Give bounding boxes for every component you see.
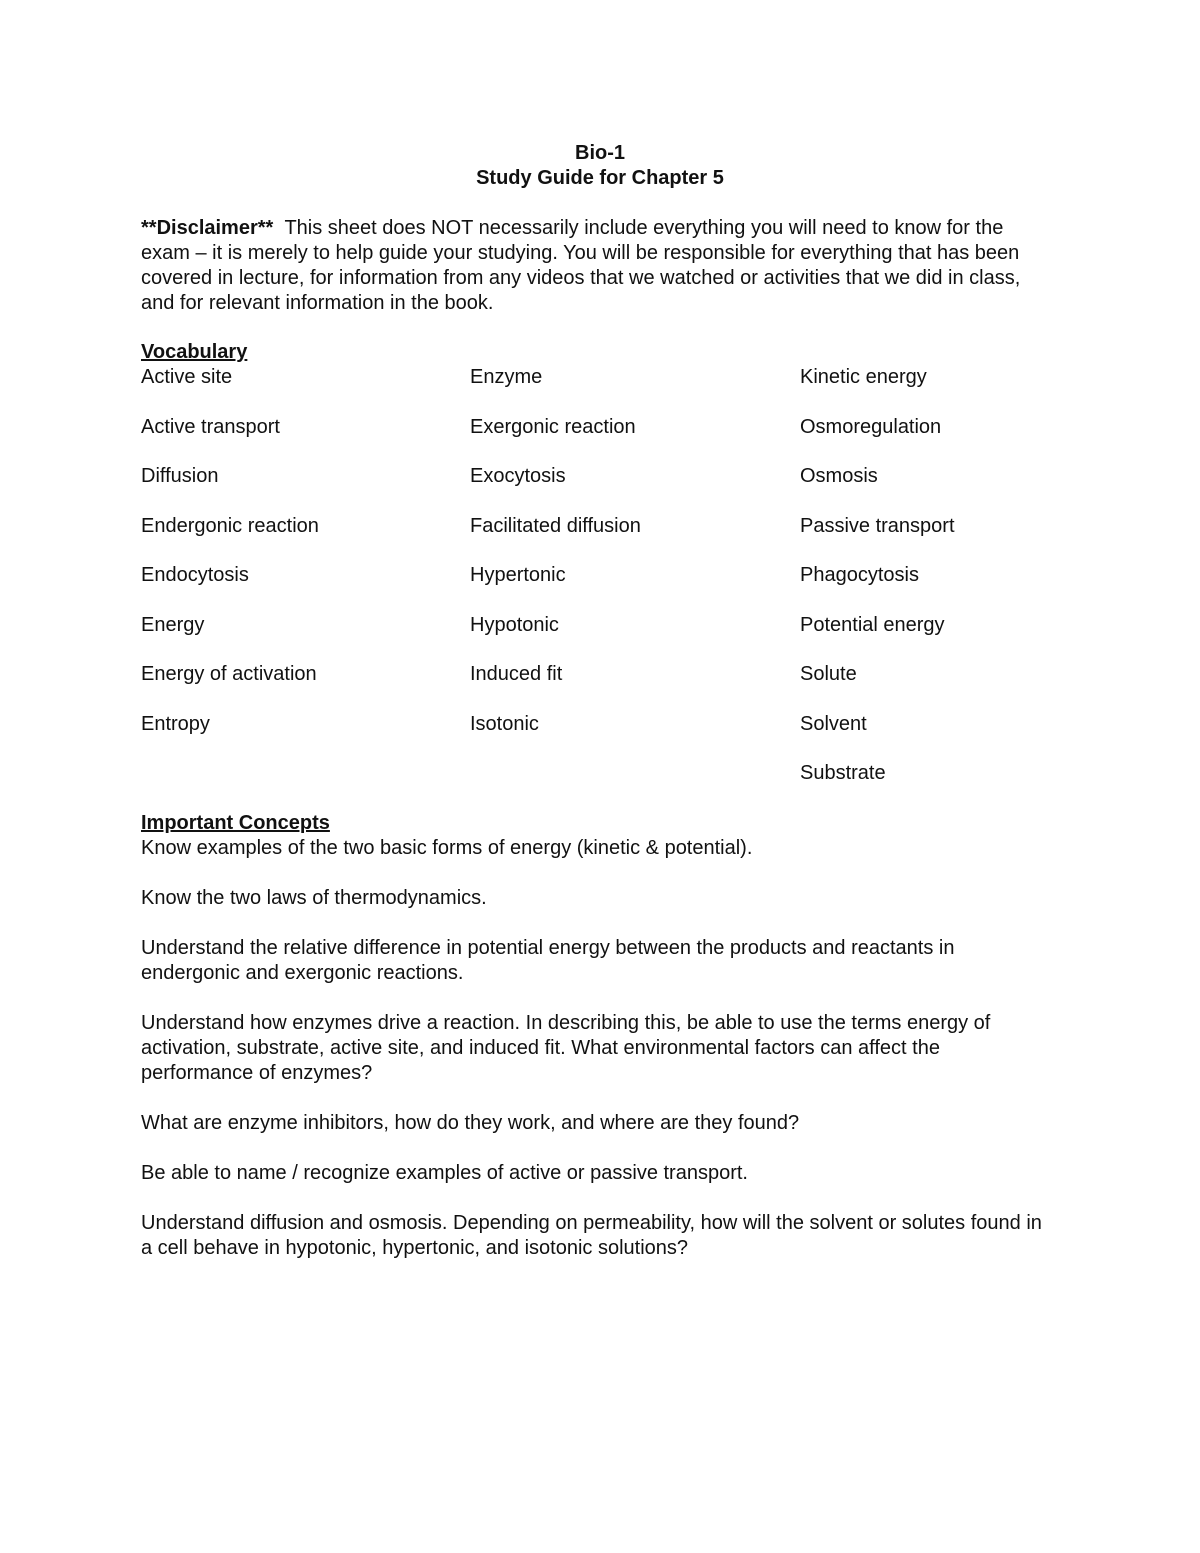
- vocab-term: Induced fit: [470, 663, 563, 685]
- vocab-term: Substrate: [800, 762, 886, 784]
- vocab-term: Hypertonic: [470, 564, 566, 586]
- vocab-term: Osmoregulation: [800, 415, 942, 438]
- concept-item: Understand how enzymes drive a reaction. In describing this, be able to use the terms energy of activation, substrate, active site, and induced fit. What environmental factors can affect the performance of enzymes?: [141, 1012, 991, 1084]
- vocab-term: Energy: [141, 613, 205, 636]
- vocab-term-empty: [470, 761, 800, 786]
- vocab-term: Osmosis: [800, 465, 878, 487]
- vocab-term: Exocytosis: [470, 465, 566, 487]
- vocab-term: Solvent: [800, 712, 867, 735]
- page-title: Study Guide for Chapter 5: [476, 167, 724, 189]
- vocab-term: Entropy: [141, 712, 210, 735]
- concepts-list: [141, 836, 1051, 1286]
- vocab-term: Solute: [800, 663, 857, 685]
- disclaimer-paragraph: [141, 216, 1051, 316]
- concept-item: What are enzyme inhibitors, how do they work, and where are they found?: [141, 1112, 800, 1134]
- vocab-term: Isotonic: [470, 712, 539, 735]
- vocab-term: Facilitated diffusion: [470, 514, 641, 537]
- vocab-term: Phagocytosis: [800, 564, 919, 586]
- vocab-term: Endergonic reaction: [141, 514, 319, 537]
- vocab-term: Active transport: [141, 415, 280, 438]
- vocab-term: Kinetic energy: [800, 366, 927, 388]
- concepts-heading: Important Concepts: [141, 812, 330, 834]
- vocabulary-grid: [141, 365, 1081, 811]
- course-title: Bio-1: [575, 142, 625, 164]
- disclaimer-text: This sheet does NOT necessarily include everything you will need to know for the exam – it is merely to help guide your studying. You will be responsible for everything that has been covered in lecture, for information from any videos that we watched or activities that we did in class, and for relevant information in the book.: [141, 217, 1021, 314]
- vocab-term: Potential energy: [800, 613, 945, 636]
- vocab-term: Energy of activation: [141, 663, 317, 685]
- vocab-term: Endocytosis: [141, 564, 249, 586]
- vocab-term: Enzyme: [470, 366, 543, 388]
- concept-item: Understand diffusion and osmosis. Depending on permeability, how will the solvent or solutes found in a cell behave in hypotonic, hypertonic, and isotonic solutions?: [141, 1212, 1042, 1259]
- concept-item: Know the two laws of thermodynamics.: [141, 887, 487, 909]
- vocab-term: Diffusion: [141, 465, 219, 487]
- disclaimer-label: **Disclaimer**: [141, 217, 274, 239]
- vocab-term: Hypotonic: [470, 613, 559, 636]
- vocabulary-heading: Vocabulary: [141, 341, 248, 363]
- title-block: [0, 141, 1200, 191]
- concept-item: Be able to name / recognize examples of active or passive transport.: [141, 1162, 748, 1184]
- vocab-term: Exergonic reaction: [470, 415, 636, 438]
- vocab-term-empty: [141, 761, 470, 786]
- concept-item: Know examples of the two basic forms of energy (kinetic & potential).: [141, 837, 753, 859]
- vocab-term: Passive transport: [800, 514, 955, 537]
- vocab-term: Active site: [141, 366, 233, 388]
- concept-item: Understand the relative difference in potential energy between the products and reactants in endergonic and exergonic reactions.: [141, 937, 955, 984]
